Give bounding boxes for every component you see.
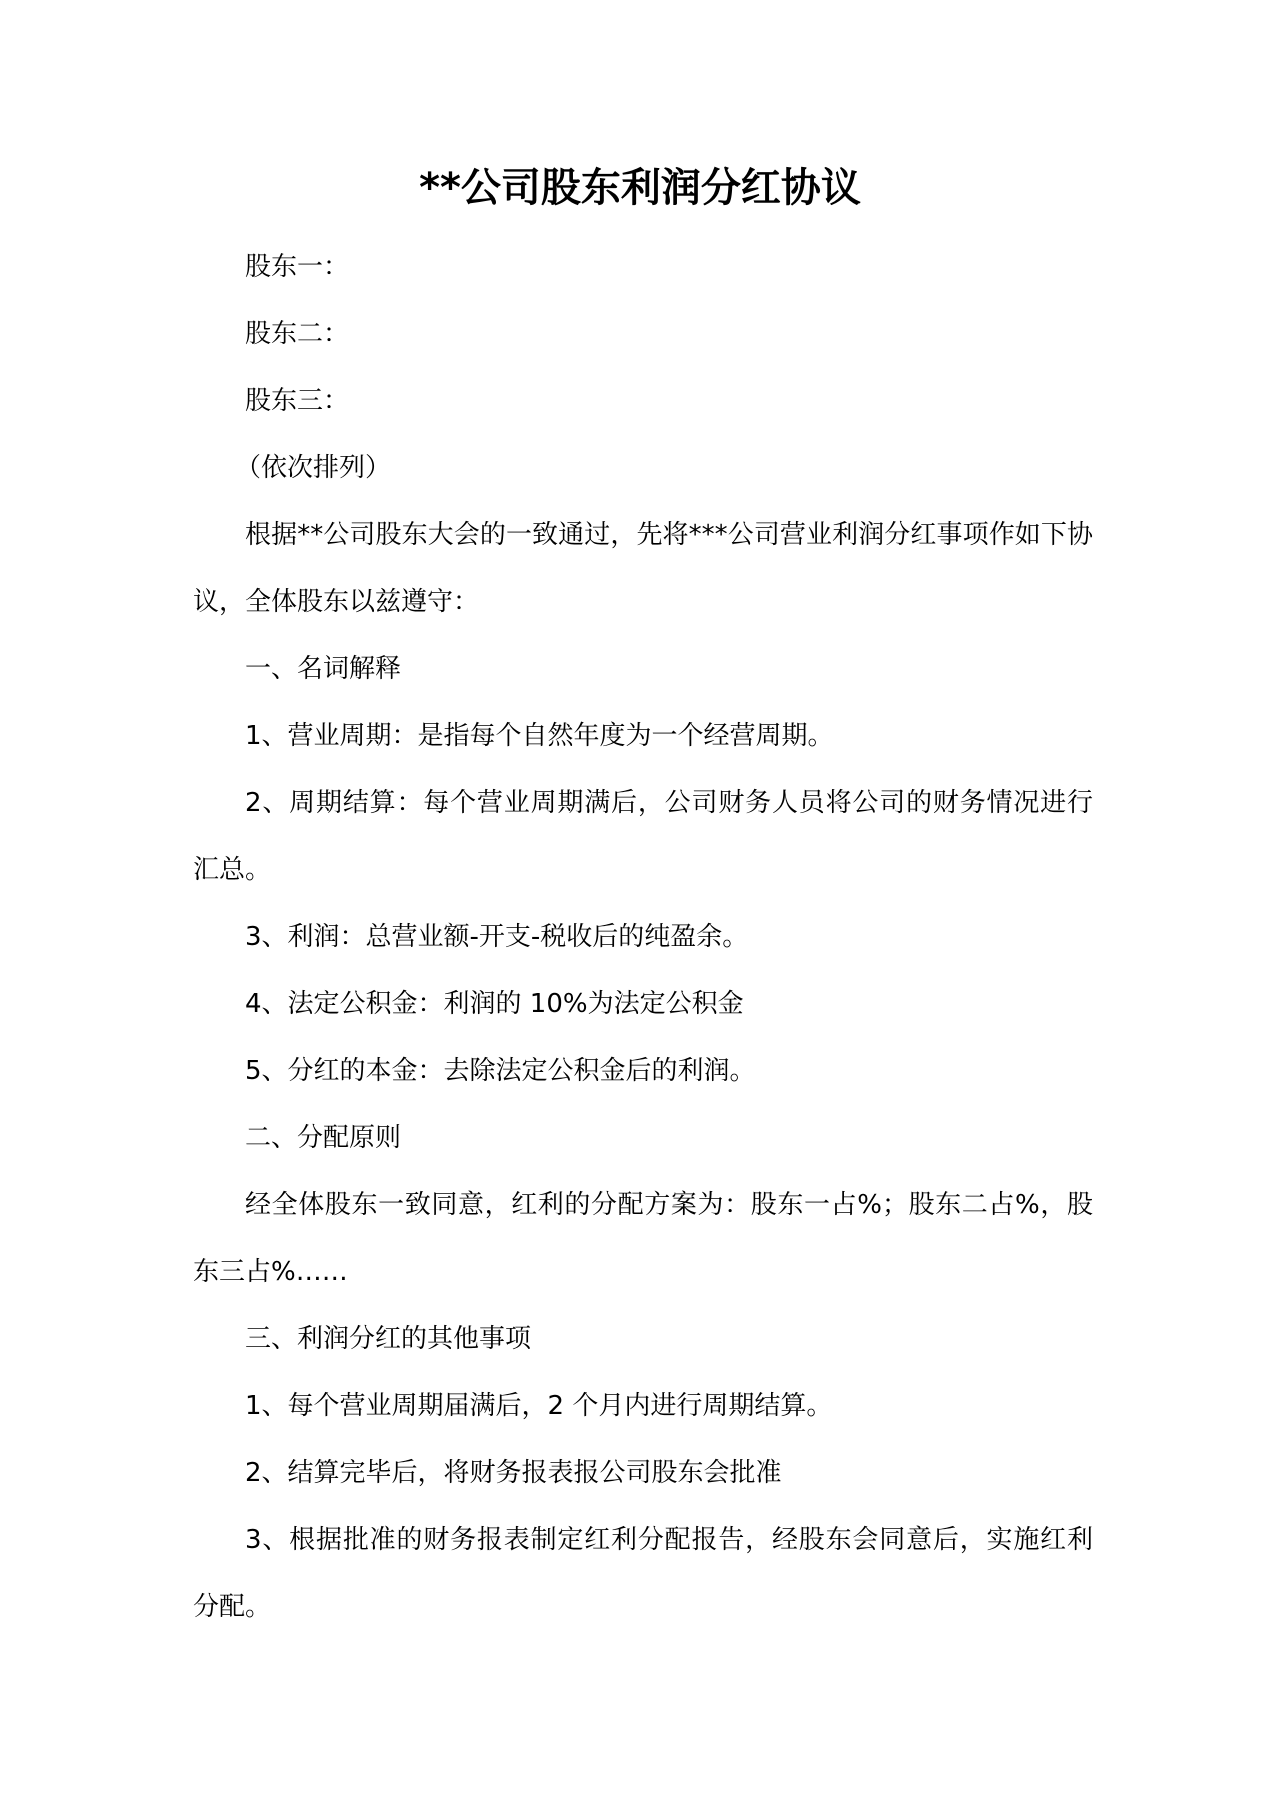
definition-item: 3、利润：总营业额-开支-税收后的纯盈余。 <box>245 922 749 952</box>
document-title: **公司股东利润分红协议 <box>419 165 861 211</box>
order-note: （依次排列） <box>235 453 392 483</box>
definition-item: 5、分红的本金：去除法定公积金后的利润。 <box>245 1056 756 1086</box>
other-matters-item: 1、每个营业周期届满后，2 个月内进行周期结算。 <box>245 1391 833 1421</box>
document-body <box>193 234 1093 1641</box>
definition-item: 2、周期结算：每个营业周期满后，公司财务人员将公司的财务情况进行汇总。 <box>193 788 1093 885</box>
other-matters-item: 3、根据批准的财务报表制定红利分配报告，经股东会同意后，实施红利分配。 <box>193 1525 1093 1622</box>
other-matters-item: 2、结算完毕后，将财务报表报公司股东会批准 <box>245 1458 782 1488</box>
shareholder-one-line: 股东一： <box>245 252 350 282</box>
section-heading-definitions: 一、名词解释 <box>245 654 402 684</box>
shareholder-three-line: 股东三： <box>245 386 350 416</box>
shareholder-two-line: 股东二： <box>245 319 350 349</box>
section-heading-other-matters: 三、利润分红的其他事项 <box>245 1324 532 1354</box>
definition-item: 1、营业周期：是指每个自然年度为一个经营周期。 <box>245 721 834 751</box>
preamble-paragraph: 根据**公司股东大会的一致通过，先将***公司营业利润分红事项作如下协议，全体股东以兹遵守： <box>193 520 1093 617</box>
distribution-paragraph: 经全体股东一致同意，红利的分配方案为：股东一占%；股东二占%，股东三占%…… <box>193 1190 1093 1287</box>
section-heading-distribution: 二、分配原则 <box>245 1123 402 1153</box>
definition-item: 4、法定公积金：利润的 10%为法定公积金 <box>245 989 744 1019</box>
